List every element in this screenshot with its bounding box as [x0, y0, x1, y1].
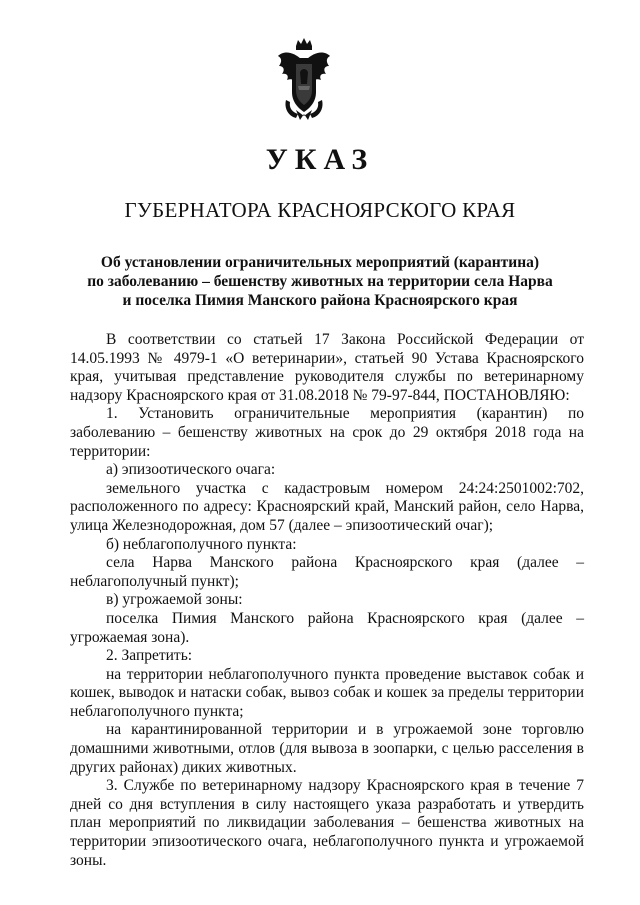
coat-of-arms-emblem: [276, 38, 332, 124]
document-heading: [60, 253, 580, 310]
document-body: [70, 331, 584, 870]
document-issuer: ГУБЕРНАТОРА КРАСНОЯРСКОГО КРАЯ: [124, 198, 516, 222]
clause-1c-label: в) угрожаемой зоны:: [106, 591, 243, 609]
clause-1b-text: села Нарва Манского района Красноярского края (далее – неблагополучный пункт);: [70, 554, 584, 590]
clause-1a-label: а) эпизоотического очага:: [106, 461, 276, 479]
clause-1: 1. Установить ограничительные мероприятия (карантин) по заболеванию – бешенству животных на срок до 29 октября 2018 года на территории:: [70, 405, 584, 460]
clause-1a-text: земельного участка с кадастровым номером 24:24:2501002:702, расположенного по адресу: Красноярский край, Манский район, село Нарва, улица Железнодорожная, дом 57 (далее – эпизоотический очаг);: [70, 479, 584, 534]
clause-2: 2. Запретить:: [106, 647, 193, 665]
clause-1c-text: поселка Пимия Манского района Красноярского края (далее – угрожаемая зона).: [70, 609, 584, 646]
document-title: УКАЗ: [265, 143, 375, 176]
heading-line: и поселка Пимия Манского района Красноярского края: [122, 292, 518, 309]
heading-line: Об установлении ограничительных мероприятий (карантина): [100, 254, 540, 271]
clause-1b-label: б) неблагополучного пункта:: [106, 535, 297, 553]
clause-2-item-2: на карантинированной территории и в угрожаемой зоне торговлю домашними животными, отлов (для вывоза в зоопарки, с целью расселения в других районах) диких животных.: [70, 721, 584, 776]
heading-line: по заболеванию – бешенству животных на территории села Нарва: [87, 273, 553, 290]
preamble-paragraph: В соответствии со статьей 17 Закона Российской Федерации от 14.05.1993 № 4979-1 «О ветеринарии», статьей 90 Устава Красноярского края, учитывая представление руководителя службы по ветеринарному надзору Красноярского края от 31.08.2018 № 79-97-844, ПОСТАНОВЛЯЮ:: [70, 331, 584, 404]
clause-3: 3. Службе по ветеринарному надзору Красноярского края в течение 7 дней со дня вступления в силу настоящего указа разработать и утвердить план мероприятий по ликвидации заболевания – бешенства животных на территории эпизоотического очага, неблагополучного пункта и угрожаемой зоны.: [70, 777, 584, 869]
clause-2-item-1: на территории неблагополучного пункта проведение выставок собак и кошек, выводок и натаски собак, вывоз собак и кошек за пределы территории неблагополучного пункта;: [70, 665, 584, 720]
